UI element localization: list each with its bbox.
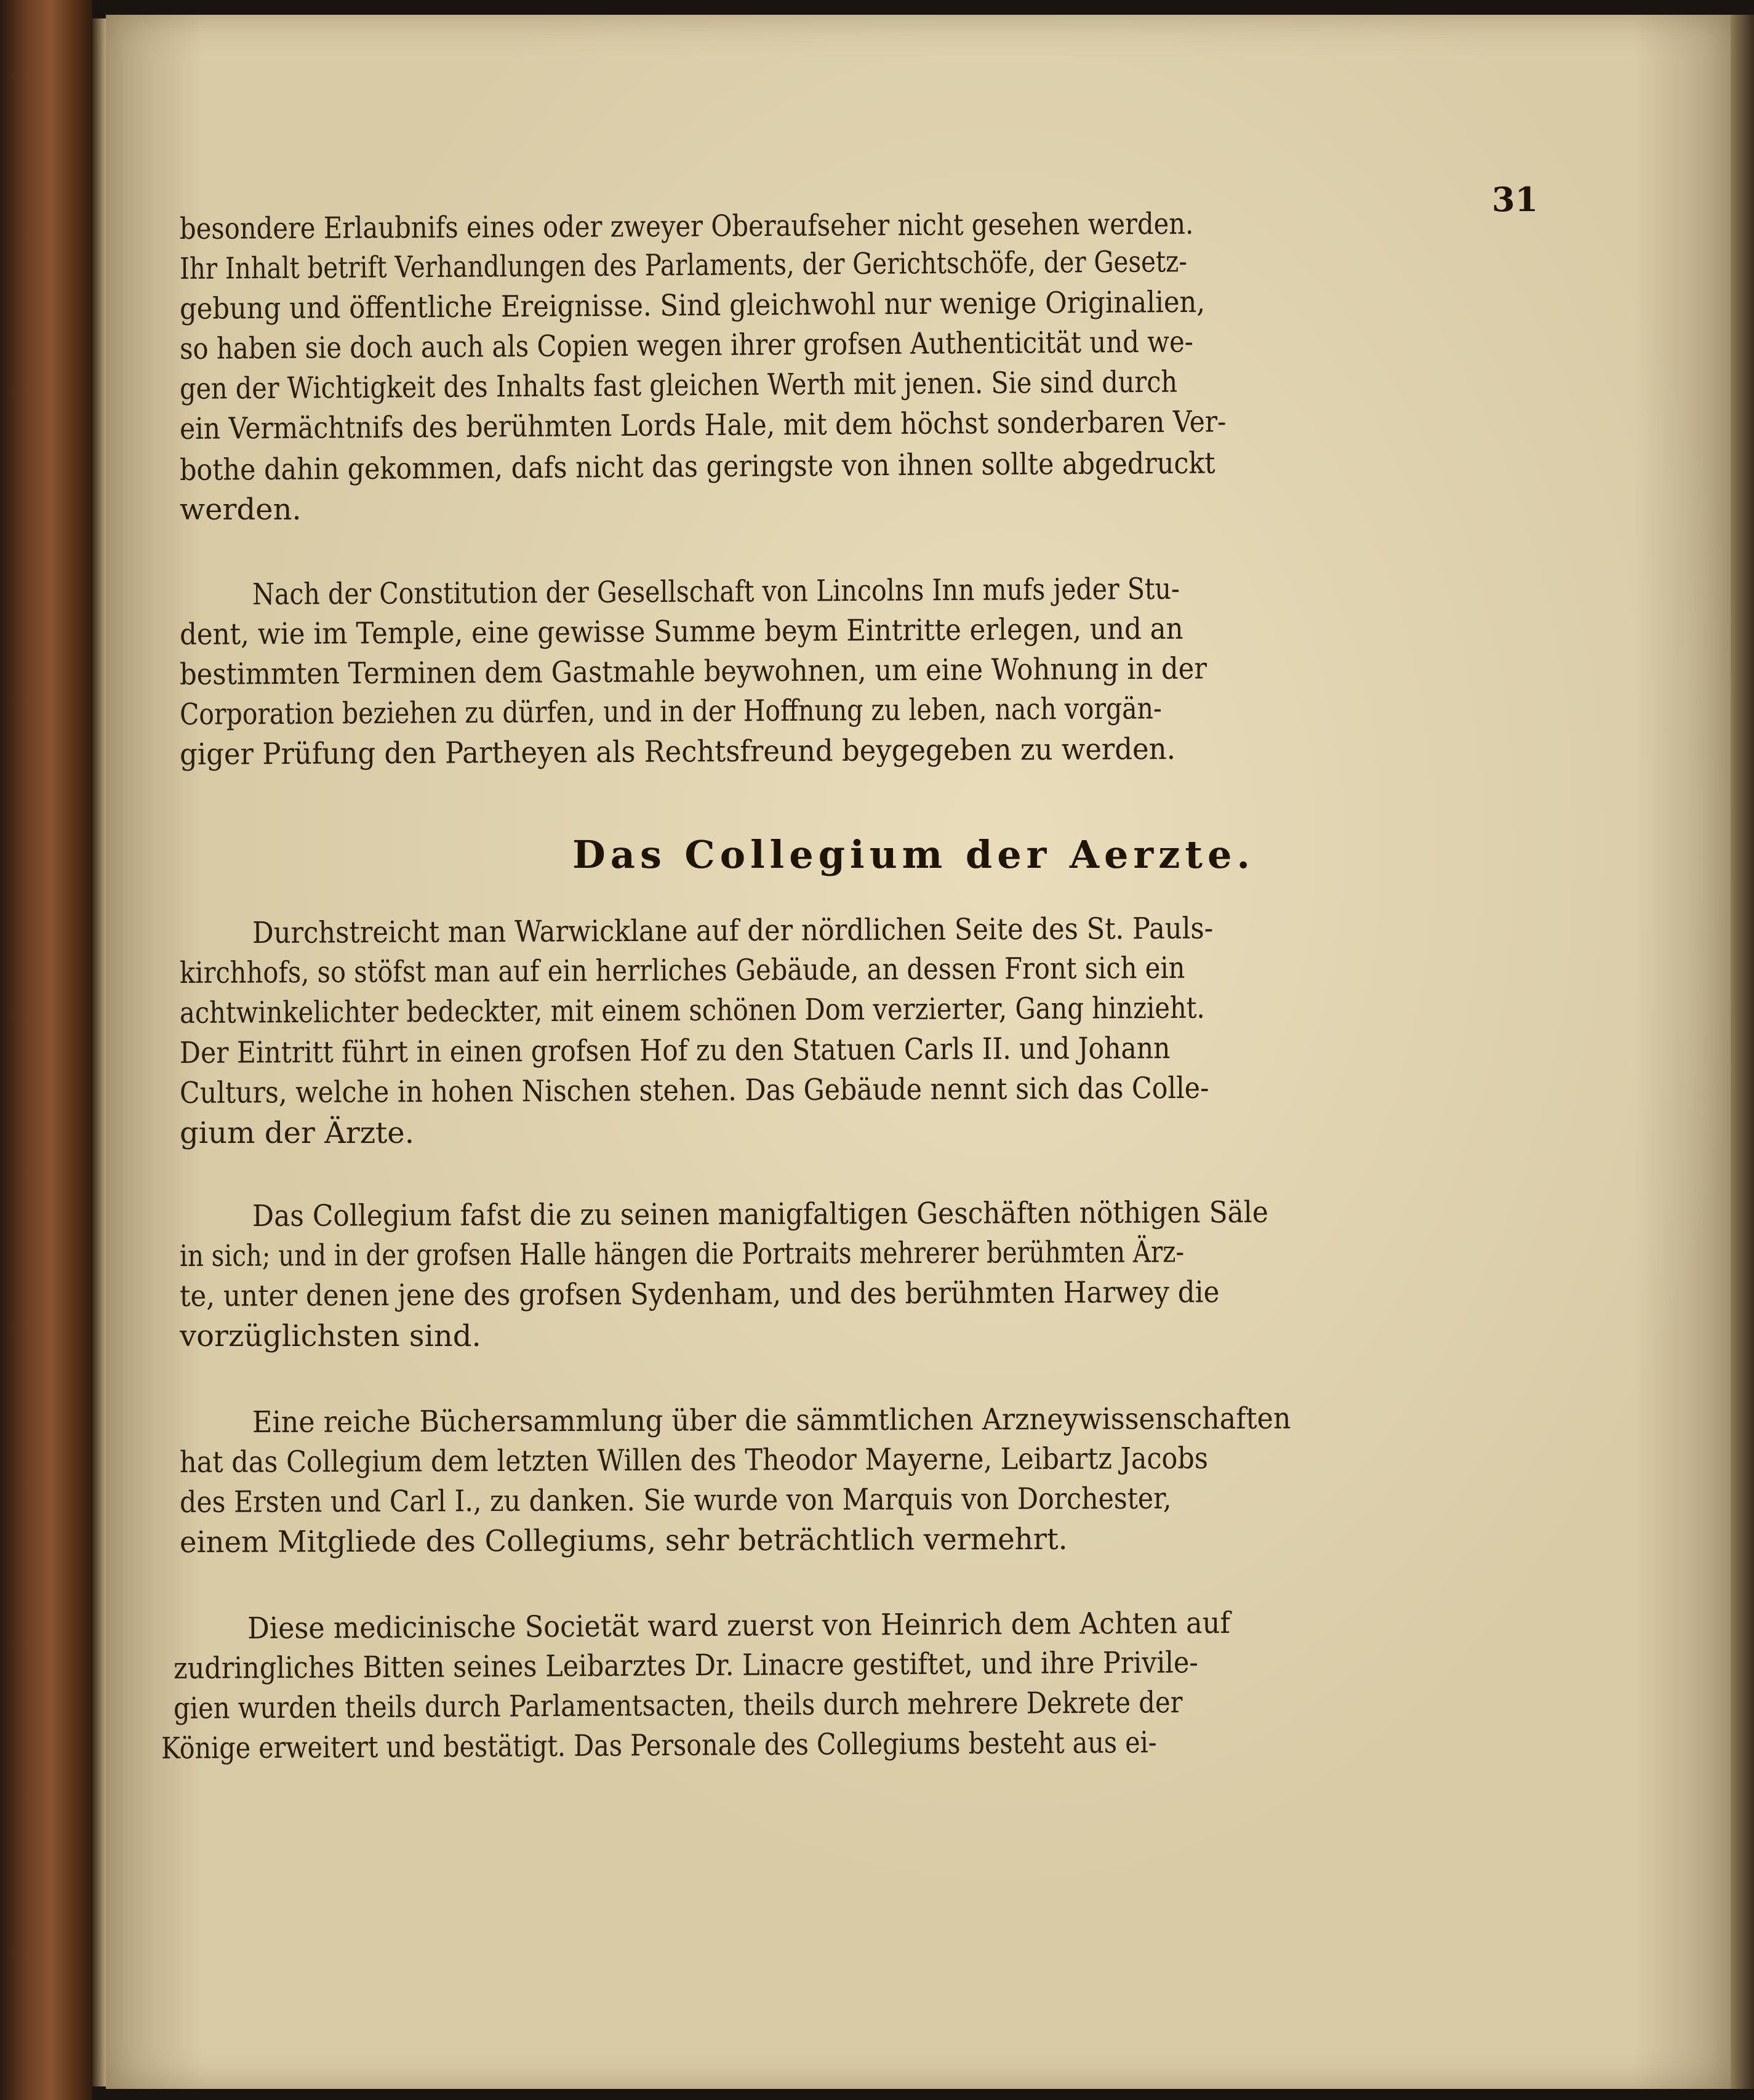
book-page	[106, 15, 1731, 2089]
text-line: zudringliches Bitten seines Leibarztes Dr. Linacre gestiftet, und ihre Privile-	[173, 1645, 1198, 1686]
text-line: Das Collegium fafst die zu seinen manigfaltigen Geschäften nöthigen Säle	[252, 1195, 1268, 1233]
text-line: Diese medicinische Societät ward zuerst von Heinrich dem Achten auf	[247, 1605, 1231, 1646]
text-line: so haben sie doch auch als Copien wegen ihrer grofsen Authenticität und we-	[179, 324, 1194, 366]
text-line: Corporation beziehen zu dürfen, und in der Hoffnung zu leben, nach vorgän-	[179, 691, 1162, 732]
text-line: hat das Collegium dem letzten Willen des Theodor Mayerne, Leibartz Jacobs	[179, 1441, 1209, 1480]
text-line: vorzüglichsten sind.	[180, 1319, 481, 1353]
section-heading: Das Collegium der Aerzte.	[572, 832, 1255, 877]
page-number: 31	[1492, 180, 1539, 219]
text-line: dent, wie im Temple, eine gewisse Summe beym Eintritte erlegen, und an	[179, 611, 1183, 652]
book-spine	[0, 0, 92, 2100]
text-line: Ihr Inhalt betrift Verhandlungen des Parlaments, der Gerichtschöfe, der Gesetz-	[179, 244, 1188, 286]
text-line: kirchhofs, so stöfst man auf ein herrliches Gebäude, an dessen Front sich ein	[179, 950, 1185, 990]
page-gutter	[92, 18, 106, 2086]
text-line: giger Prüfung den Partheyen als Rechtsfreund beygegeben zu werden.	[179, 731, 1176, 772]
text-line: Culturs, welche in hohen Nischen stehen. Das Gebäude nennt sich das Colle-	[179, 1070, 1209, 1110]
text-line: Der Eintritt führt in einen grofsen Hof zu den Statuen Carls II. und Johann	[179, 1031, 1171, 1070]
text-line: gium der Ärzte.	[180, 1116, 414, 1150]
text-line: gen der Wichtigkeit des Inhalts fast gleichen Werth mit jenen. Sie sind durch	[179, 364, 1178, 406]
text-line: des Ersten und Carl I., zu danken. Sie wurde von Marquis von Dorchester,	[179, 1481, 1172, 1520]
text-line: werden.	[180, 492, 302, 527]
text-line: bestimmten Terminen dem Gastmahle beywohnen, um eine Wohnung in der	[179, 651, 1207, 692]
page-edge	[1731, 15, 1754, 2089]
text-line: gebung und öffentliche Ereignisse. Sind gleichwohl nur wenige Originalien,	[179, 284, 1206, 326]
text-line: ein Vermächtnifs des berühmten Lords Hale, mit dem höchst sonderbaren Ver-	[179, 404, 1227, 446]
text-line: Eine reiche Büchersammlung über die sämmtlichen Arzneywissenschaften	[252, 1401, 1291, 1440]
text-line: besondere Erlaubnifs eines oder zweyer Oberaufseher nicht gesehen werden.	[179, 206, 1194, 246]
text-line: in sich; und in der grofsen Halle hängen die Portraits mehrerer berühmten Ärz-	[179, 1235, 1185, 1273]
text-line: Nach der Constitution der Gesellschaft von Lincolns Inn mufs jeder Stu-	[252, 571, 1180, 612]
text-line: te, unter denen jene des grofsen Sydenham, und des berühmten Harwey die	[179, 1275, 1220, 1313]
text-line: Könige erweitert und bestätigt. Das Personale des Collegiums besteht aus ei-	[161, 1725, 1157, 1766]
text-line: bothe dahin gekommen, dafs nicht das geringste von ihnen sollte abgedruckt	[179, 446, 1215, 487]
text-line: einem Mitgliede des Collegiums, sehr beträchtlich vermehrt.	[179, 1521, 1068, 1560]
text-line: Durchstreicht man Warwicklane auf der nördlichen Seite des St. Pauls-	[252, 911, 1214, 950]
text-line: achtwinkelichter bedeckter, mit einem schönen Dom verzierter, Gang hinzieht.	[179, 990, 1205, 1030]
text-line: gien wurden theils durch Parlamentsacten, theils durch mehrere Dekrete der	[173, 1685, 1183, 1726]
